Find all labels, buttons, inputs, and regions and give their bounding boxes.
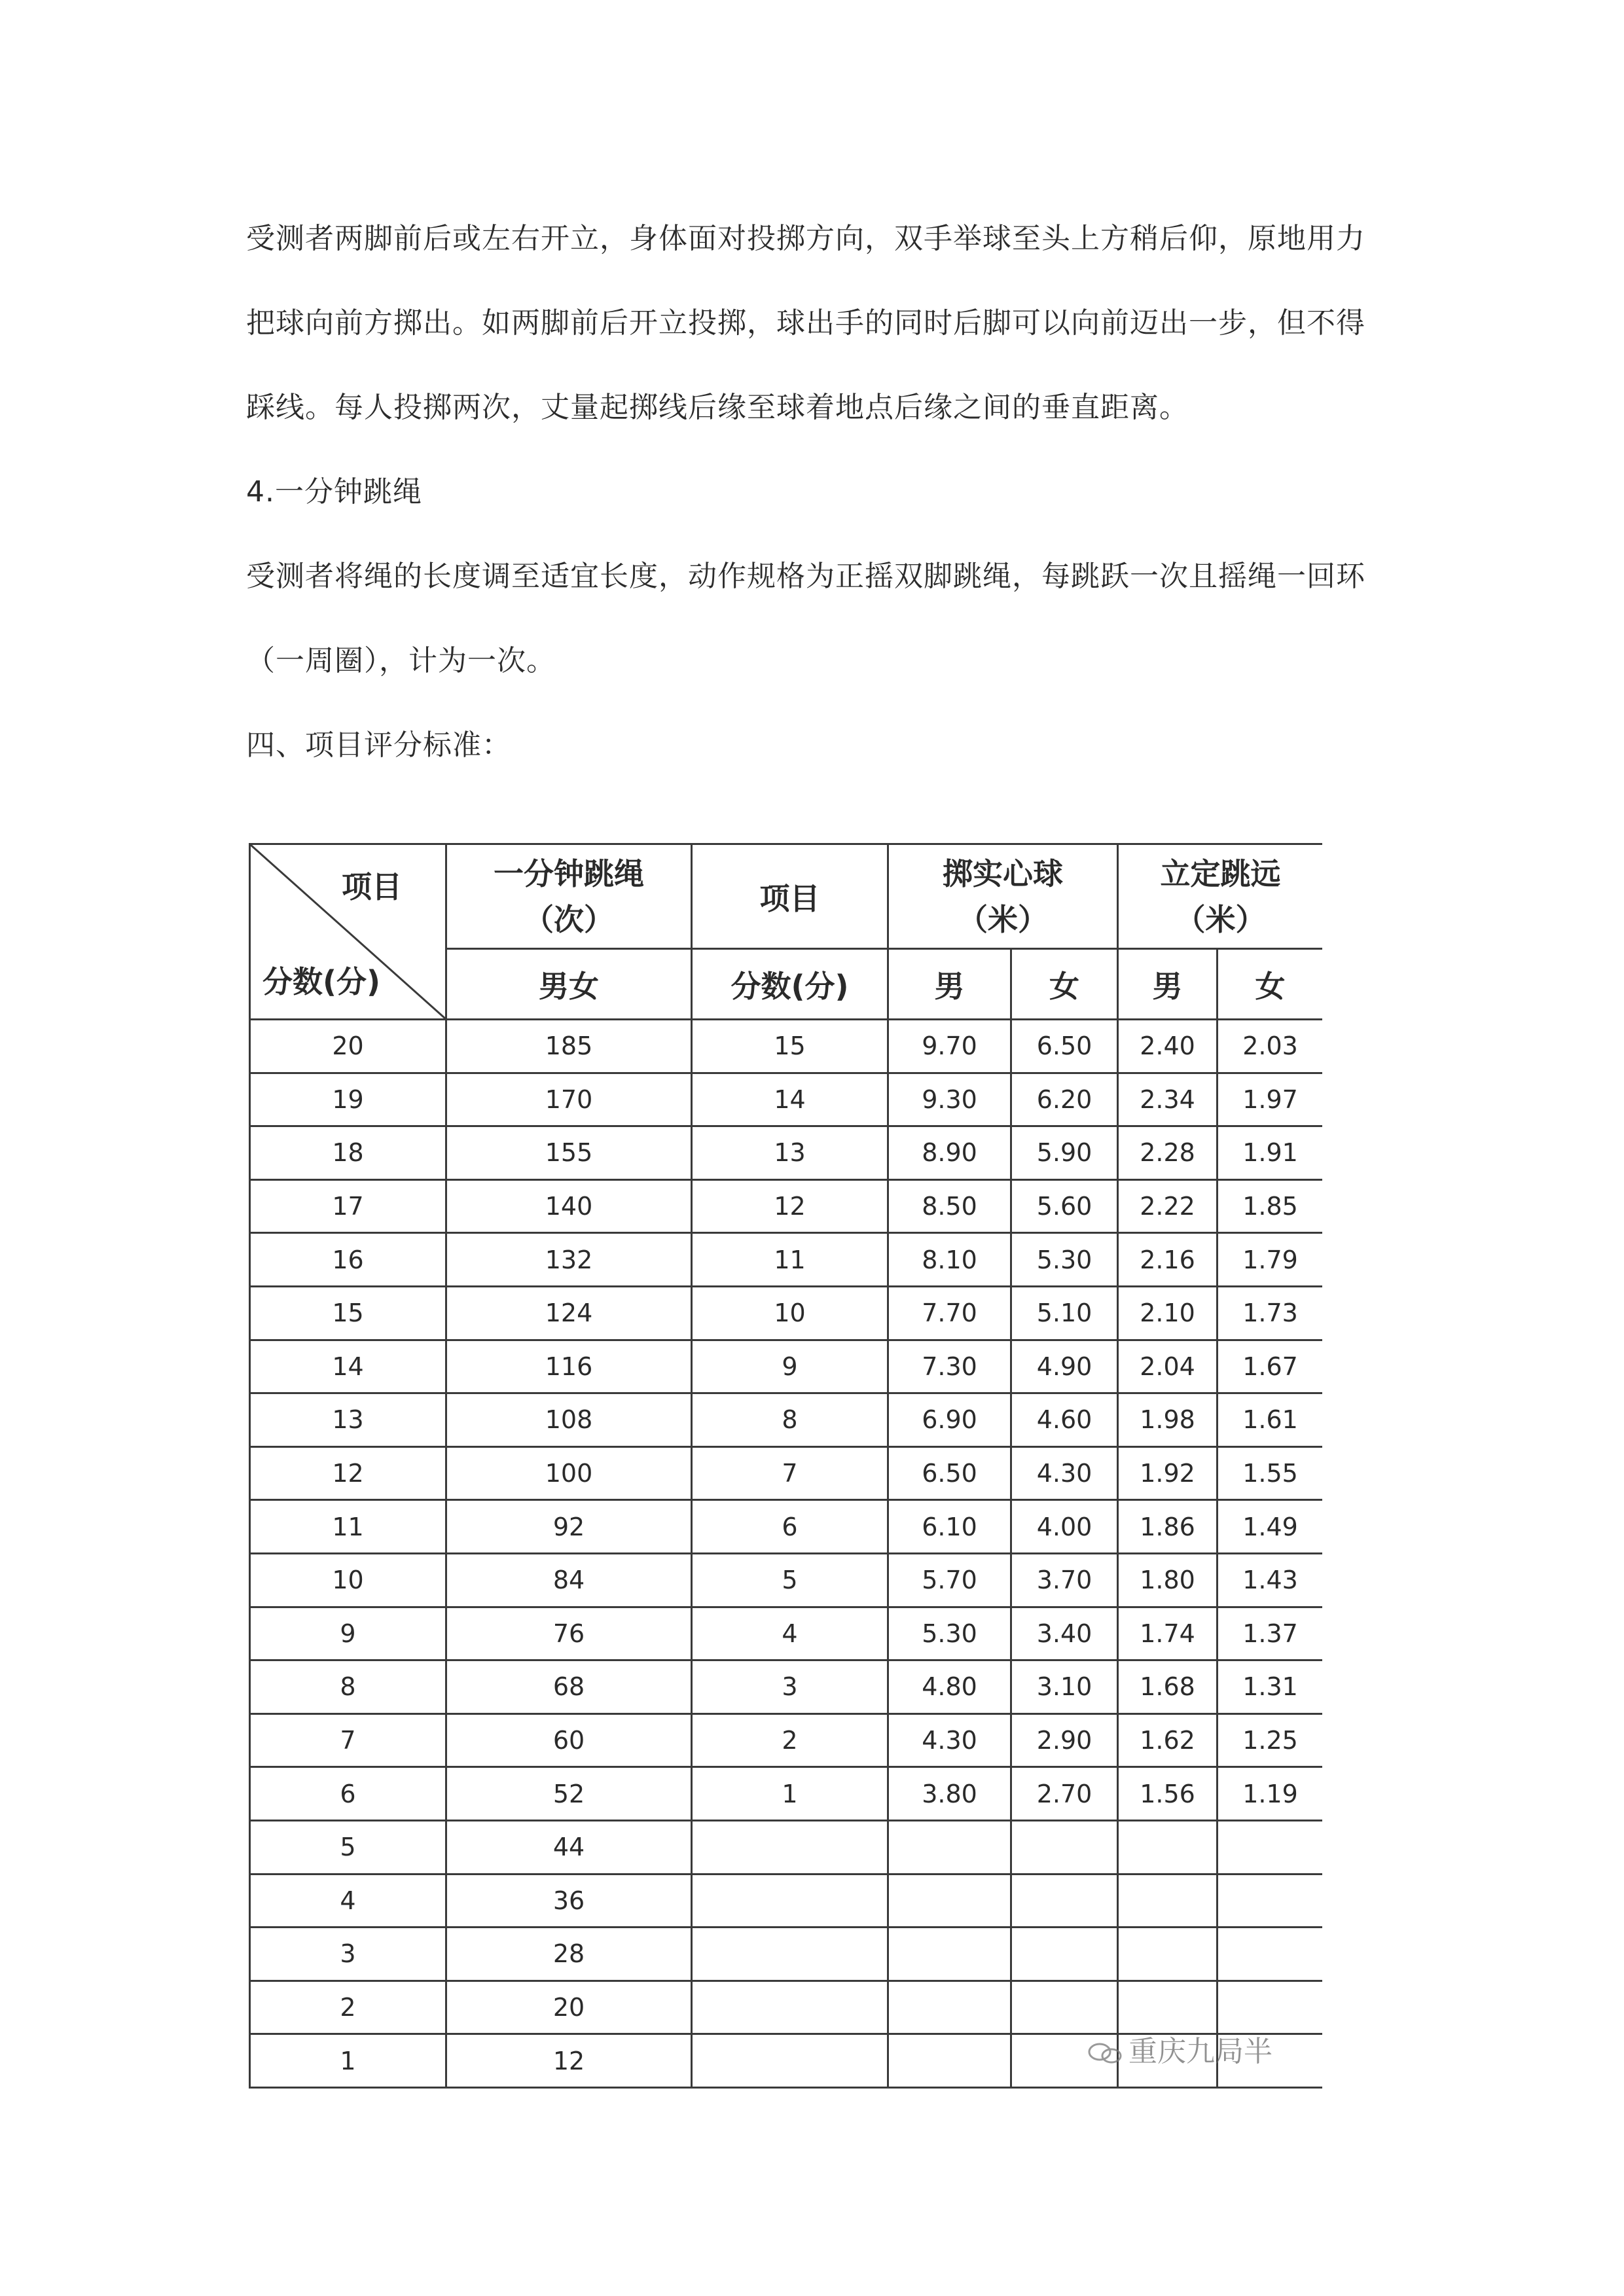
cell-jump-male: 2.04 [1118, 1340, 1218, 1393]
table-row [250, 1928, 1323, 1981]
cell-other-score [692, 1820, 888, 1874]
cell-jump-female: 1.85 [1218, 1179, 1323, 1233]
cell-ball-male: 9.30 [888, 1073, 1011, 1126]
cell-ball-male: 8.90 [888, 1126, 1011, 1180]
cell-jump-male: 2.16 [1118, 1233, 1218, 1287]
cell-jump-female: 1.49 [1218, 1500, 1323, 1554]
header-ball [888, 844, 1118, 949]
cell-jump-male: 1.56 [1118, 1767, 1218, 1821]
cell-rope-score: 9 [250, 1607, 446, 1660]
cell-rope-score: 5 [250, 1820, 446, 1874]
cell-rope-score: 1 [250, 2034, 446, 2088]
cell-rope-count: 20 [446, 1981, 692, 2034]
cell-other-score: 3 [692, 1660, 888, 1714]
table-row [250, 1713, 1323, 1767]
cell-jump-male [1118, 1981, 1218, 2034]
cell-jump-male: 2.34 [1118, 1073, 1218, 1126]
scoring-table [249, 843, 1322, 2089]
cell-rope-score: 4 [250, 1874, 446, 1928]
header-ball-unit: （米） [958, 901, 1048, 937]
cell-jump-male: 1.86 [1118, 1500, 1218, 1554]
table-row [250, 1073, 1323, 1126]
cell-jump-male [1118, 1820, 1218, 1874]
cell-rope-count: 116 [446, 1340, 692, 1393]
cell-other-score: 11 [692, 1233, 888, 1287]
cell-rope-score: 18 [250, 1126, 446, 1180]
cell-rope-score: 12 [250, 1446, 446, 1500]
cell-rope-count: 132 [446, 1233, 692, 1287]
cell-ball-male: 7.30 [888, 1340, 1011, 1393]
cell-jump-female: 1.97 [1218, 1073, 1323, 1126]
paragraph-line-3: 踩线。每人投掷两次，丈量起掷线后缘至球着地点后缘之间的垂直距离。 [246, 391, 1189, 424]
header-score-label: 分数(分) [262, 964, 381, 999]
cell-other-score: 14 [692, 1073, 888, 1126]
cell-rope-count: 124 [446, 1286, 692, 1340]
cell-other-score [692, 2034, 888, 2088]
cell-ball-male: 4.80 [888, 1660, 1011, 1714]
cell-rope-score: 16 [250, 1233, 446, 1287]
cell-rope-score: 13 [250, 1393, 446, 1447]
cell-rope-score: 7 [250, 1713, 446, 1767]
cell-ball-female [1011, 1981, 1118, 2034]
cell-other-score: 6 [692, 1500, 888, 1554]
cell-ball-male [888, 1928, 1011, 1981]
cell-ball-male: 6.90 [888, 1393, 1011, 1447]
wechat-icon [1087, 2041, 1125, 2065]
cell-other-score [692, 1874, 888, 1928]
table-row [250, 1874, 1323, 1928]
cell-rope-count: 76 [446, 1607, 692, 1660]
table-row [250, 1020, 1323, 1073]
watermark-text: 重庆九局半 [1128, 2035, 1272, 2068]
cell-other-score: 13 [692, 1126, 888, 1180]
cell-ball-male: 9.70 [888, 1020, 1011, 1073]
cell-ball-female: 5.30 [1011, 1233, 1118, 1287]
cell-jump-female [1218, 1874, 1323, 1928]
cell-jump-female [1218, 1981, 1323, 2034]
table-row [250, 1393, 1323, 1447]
cell-ball-female: 5.90 [1011, 1126, 1118, 1180]
cell-ball-male: 7.70 [888, 1286, 1011, 1340]
cell-ball-male: 8.10 [888, 1233, 1011, 1287]
cell-jump-male [1118, 1928, 1218, 1981]
cell-ball-male [888, 1820, 1011, 1874]
cell-jump-male: 1.68 [1118, 1660, 1218, 1714]
cell-rope-count: 100 [446, 1446, 692, 1500]
cell-rope-score: 10 [250, 1553, 446, 1607]
cell-ball-male [888, 1981, 1011, 2034]
header-rope [446, 844, 692, 949]
cell-ball-male: 4.30 [888, 1713, 1011, 1767]
header-ball-title: 掷实心球 [943, 855, 1063, 891]
cell-jump-female: 1.37 [1218, 1607, 1323, 1660]
cell-rope-score: 8 [250, 1660, 446, 1714]
cell-jump-female: 1.73 [1218, 1286, 1323, 1340]
cell-rope-score: 2 [250, 1981, 446, 2034]
cell-other-score: 4 [692, 1607, 888, 1660]
table-row [250, 1660, 1323, 1714]
cell-jump-female: 1.43 [1218, 1553, 1323, 1607]
cell-other-score [692, 1928, 888, 1981]
cell-rope-score: 3 [250, 1928, 446, 1981]
cell-rope-score: 15 [250, 1286, 446, 1340]
cell-jump-female: 1.25 [1218, 1713, 1323, 1767]
cell-rope-count: 140 [446, 1179, 692, 1233]
cell-ball-female: 2.70 [1011, 1767, 1118, 1821]
cell-jump-male: 2.40 [1118, 1020, 1218, 1073]
cell-jump-male: 2.28 [1118, 1126, 1218, 1180]
table-row [250, 1767, 1323, 1821]
cell-jump-male: 2.22 [1118, 1179, 1218, 1233]
cell-ball-female [1011, 1820, 1118, 1874]
cell-other-score: 5 [692, 1553, 888, 1607]
cell-other-score: 1 [692, 1767, 888, 1821]
table-row [250, 1179, 1323, 1233]
cell-ball-female [1011, 1874, 1118, 1928]
cell-rope-count: 108 [446, 1393, 692, 1447]
diagonal-header-cell [250, 844, 446, 1020]
header-ball-female: 女 [1011, 949, 1118, 1020]
cell-jump-female [1218, 1820, 1323, 1874]
cell-other-score: 12 [692, 1179, 888, 1233]
table-row [250, 1446, 1323, 1500]
table-row [250, 1500, 1323, 1554]
table-row [250, 1820, 1323, 1874]
cell-rope-score: 14 [250, 1340, 446, 1393]
cell-other-score: 2 [692, 1713, 888, 1767]
cell-ball-female: 5.10 [1011, 1286, 1118, 1340]
cell-ball-female: 4.00 [1011, 1500, 1118, 1554]
scoring-table-body [250, 1020, 1323, 2088]
cell-ball-female: 3.70 [1011, 1553, 1118, 1607]
header-rope-title: 一分钟跳绳 [494, 855, 644, 891]
header-jump-unit: （米） [1175, 901, 1266, 937]
cell-jump-female: 1.61 [1218, 1393, 1323, 1447]
table-row [250, 1233, 1323, 1287]
cell-ball-female: 2.90 [1011, 1713, 1118, 1767]
cell-jump-female: 1.79 [1218, 1233, 1323, 1287]
table-row [250, 1286, 1323, 1340]
header-score2: 分数(分) [692, 949, 888, 1020]
watermark [1087, 2028, 1272, 2070]
cell-rope-score: 11 [250, 1500, 446, 1554]
cell-rope-count: 12 [446, 2034, 692, 2088]
scoring-table-container [249, 843, 1322, 2093]
cell-jump-male: 1.92 [1118, 1446, 1218, 1500]
table-row [250, 1553, 1323, 1607]
cell-jump-female: 1.31 [1218, 1660, 1323, 1714]
header-jump-male: 男 [1118, 949, 1218, 1020]
paragraph-line-2: 把球向前方掷出。如两脚前后开立投掷，球出手的同时后脚可以向前迈出一步，但不得 [246, 306, 1365, 340]
cell-rope-score: 20 [250, 1020, 446, 1073]
table-row [250, 1981, 1323, 2034]
cell-rope-count: 52 [446, 1767, 692, 1821]
cell-rope-count: 60 [446, 1713, 692, 1767]
cell-jump-female: 1.19 [1218, 1767, 1323, 1821]
cell-ball-male: 5.30 [888, 1607, 1011, 1660]
cell-ball-female: 3.10 [1011, 1660, 1118, 1714]
paragraph-line-4: 受测者将绳的长度调至适宜长度，动作规格为正摇双脚跳绳，每跳跃一次且摇绳一回环 [246, 560, 1365, 593]
cell-rope-count: 92 [446, 1500, 692, 1554]
cell-other-score: 7 [692, 1446, 888, 1500]
cell-other-score: 15 [692, 1020, 888, 1073]
cell-rope-count: 84 [446, 1553, 692, 1607]
cell-ball-male: 8.50 [888, 1179, 1011, 1233]
cell-ball-female: 5.60 [1011, 1179, 1118, 1233]
cell-rope-count: 155 [446, 1126, 692, 1180]
cell-other-score: 9 [692, 1340, 888, 1393]
cell-rope-count: 28 [446, 1928, 692, 1981]
cell-ball-male [888, 1874, 1011, 1928]
cell-jump-female: 1.67 [1218, 1340, 1323, 1393]
cell-other-score: 8 [692, 1393, 888, 1447]
table-header-row [250, 844, 1323, 949]
cell-rope-count: 44 [446, 1820, 692, 1874]
cell-rope-count: 170 [446, 1073, 692, 1126]
header-item-label: 项目 [342, 869, 402, 905]
cell-jump-male: 1.74 [1118, 1607, 1218, 1660]
cell-ball-male: 3.80 [888, 1767, 1011, 1821]
cell-rope-count: 68 [446, 1660, 692, 1714]
cell-ball-female: 4.60 [1011, 1393, 1118, 1447]
cell-jump-female [1218, 1928, 1323, 1981]
header-item2: 项目 [692, 844, 888, 949]
cell-ball-female: 6.20 [1011, 1073, 1118, 1126]
cell-rope-score: 19 [250, 1073, 446, 1126]
cell-rope-score: 6 [250, 1767, 446, 1821]
cell-rope-count: 36 [446, 1874, 692, 1928]
header-ball-male: 男 [888, 949, 1011, 1020]
cell-ball-female: 6.50 [1011, 1020, 1118, 1073]
header-jump-female: 女 [1218, 949, 1323, 1020]
cell-jump-female: 1.55 [1218, 1446, 1323, 1500]
table-row [250, 1340, 1323, 1393]
cell-jump-male: 1.62 [1118, 1713, 1218, 1767]
table-row [250, 1126, 1323, 1180]
cell-rope-count: 185 [446, 1020, 692, 1073]
paragraph-line-1: 受测者两脚前后或左右开立，身体面对投掷方向，双手举球至头上方稍后仰，原地用力 [246, 222, 1365, 255]
cell-rope-score: 17 [250, 1179, 446, 1233]
cell-other-score: 10 [692, 1286, 888, 1340]
table-row [250, 1607, 1323, 1660]
cell-jump-male: 1.98 [1118, 1393, 1218, 1447]
cell-ball-male [888, 2034, 1011, 2088]
cell-ball-female: 4.30 [1011, 1446, 1118, 1500]
cell-ball-female [1011, 1928, 1118, 1981]
cell-jump-female: 1.91 [1218, 1126, 1323, 1180]
cell-ball-female: 4.90 [1011, 1340, 1118, 1393]
paragraph-line-5: （一周圈），计为一次。 [246, 644, 556, 677]
header-rope-unit: （次） [524, 901, 614, 937]
section-heading-scoring: 四、项目评分标准： [246, 728, 511, 762]
cell-ball-male: 5.70 [888, 1553, 1011, 1607]
cell-jump-male: 1.80 [1118, 1553, 1218, 1607]
header-rope-gender: 男女 [446, 949, 692, 1020]
cell-ball-female: 3.40 [1011, 1607, 1118, 1660]
cell-ball-male: 6.50 [888, 1446, 1011, 1500]
header-jump [1118, 844, 1323, 949]
header-jump-title: 立定跳远 [1160, 855, 1281, 891]
cell-other-score [692, 1981, 888, 2034]
cell-ball-male: 6.10 [888, 1500, 1011, 1554]
cell-jump-female: 2.03 [1218, 1020, 1323, 1073]
section-heading-rope: 4.一分钟跳绳 [246, 475, 422, 509]
cell-jump-male [1118, 1874, 1218, 1928]
cell-jump-male: 2.10 [1118, 1286, 1218, 1340]
